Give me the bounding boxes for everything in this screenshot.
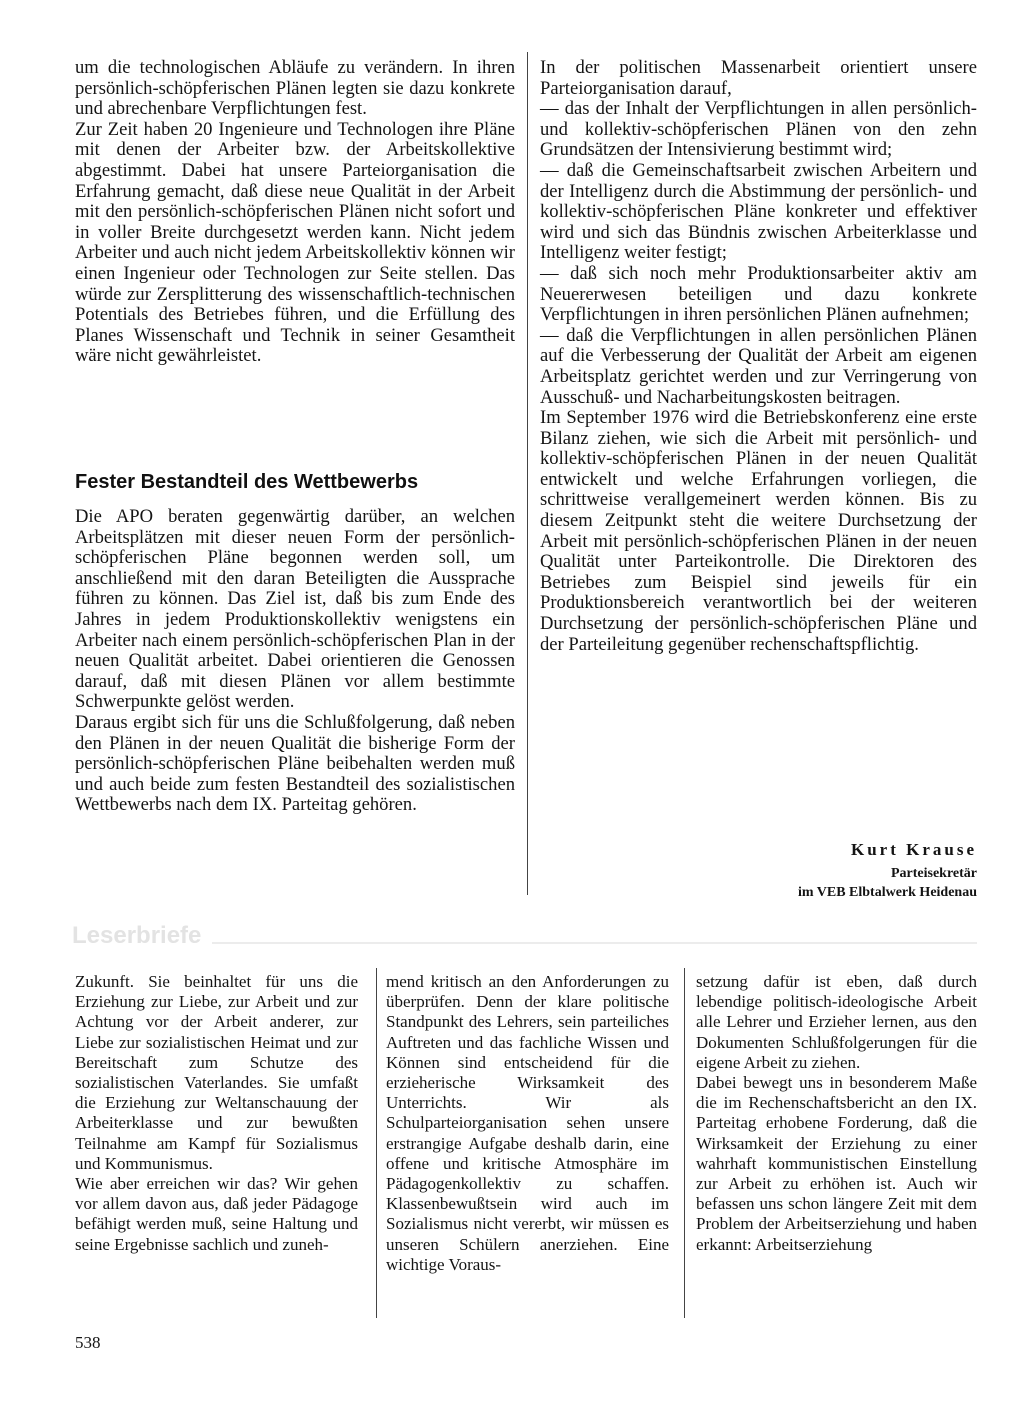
author-organization: im VEB Elbtalwerk Heidenau — [797, 885, 977, 900]
column-divider — [684, 968, 685, 1318]
paragraph: Daraus ergibt sich für uns die Schlußfolgerung, daß neben den Plänen in der neuen Qualität die bisherige Form der persönlich-schöpferischen Pläne beibehalten werden muß und auch beide zum festen Bestandteil des sozialistischen Wettbewerbs nach dem IX. Parteitag gehören. — [75, 711, 515, 816]
paragraph: setzung dafür ist eben, daß durch lebendige politisch-ideologische Arbeit alle Lehrer und Erzieher lernen, aus den Dokumenten Schlußfolgerungen für die eigene Arbeit zu ziehen. — [696, 972, 977, 1072]
article-column-right — [540, 58, 977, 655]
paragraph: In der politischen Massenarbeit orientiert unsere Parteiorganisation darauf, — [540, 57, 977, 99]
paragraph: Die APO beraten gegenwärtig darüber, an welchen Arbeitsplätzen mit dieser neuen Form der persönlich-schöpferischen Pläne begonnen werden soll, um anschließend mit den daran Beteiligten die Aussprache führen zu können. Das Ziel ist, daß bis zum Ende des Jahres in jedem Produktionskollektiv wenigstens ein Arbeiter nach einem persönlich-schöpferischen Plan in der neuen Qualität arbeitet. Dabei orientieren die Genossen darauf, daß mit diesen Plänen vor allem bestimmte Schwerpunkte gelöst werden. — [75, 506, 515, 713]
list-item: — daß die Gemeinschaftsarbeit zwischen Arbeitern und der Intelligenz durch die Abstimmung der persönlich- und kollektiv-schöpferischen Pläne konkreter und effektiver wird und sich das Bündnis zwischen Arbeiterklasse und Intelligenz weiter festigt; — [540, 159, 977, 264]
letters-column-1 — [75, 972, 358, 1255]
section-title: Leserbriefe — [72, 922, 202, 949]
page-number: 538 — [75, 1333, 101, 1352]
article-column-left-continued — [75, 507, 515, 816]
paragraph: Wie aber erreichen wir das? Wir gehen vor allem davon aus, daß jeder Pädagoge befähigt werden muß, seine Haltung und seine Ergebnisse sachlich und zuneh- — [75, 1174, 358, 1254]
article-column-left — [75, 58, 515, 367]
section-rule — [212, 942, 977, 944]
section-heading: Fester Bestandteil des Wettbewerbs — [75, 471, 419, 493]
list-item: — daß sich noch mehr Produktionsarbeiter aktiv am Neuererwesen beteiligen und dazu konkrete Verpflichtungen in ihren persönlichen Plänen aufnehmen; — [540, 262, 977, 326]
paragraph: mend kritisch an den Anforderungen zu überprüfen. Denn der klare politische Standpunkt des Lehrers, sein parteiliches Auftreten und das fachliche Wissen und Können sind entscheidend für die erzieherische Wirksamkeit des Unterrichts. Wir als Schulparteiorganisation sehen unsere erstrangige Aufgabe deshalb darin, eine offene und kritische Atmosphäre im Pädagogenkollektiv zu schaffen. Klassenbewußtsein wird auch im Sozialismus nicht vererbt, wir müssen es unseren Schülern anerziehen. Eine wichtige Voraus- — [386, 972, 669, 1274]
column-divider — [376, 968, 377, 1318]
letters-column-2 — [386, 972, 669, 1275]
list-item: — daß die Verpflichtungen in allen persönlichen Plänen auf die Verbesserung der Qualität der Arbeit am eigenen Arbeitsplatz gerichtet werden und zur Verringerung von Ausschuß- und Nacharbeitungskosten beitragen. — [540, 324, 977, 408]
paragraph: Im September 1976 wird die Betriebskonferenz eine erste Bilanz ziehen, wie sich die Arbeit mit persönlich- und kollektiv-schöpferischen Plänen in der neuen Qualität entwickelt und welche Erfahrungen vorliegen, die schrittweise verallgemeinert werden können. Bis zu diesem Zeitpunkt steht die weitere Durchsetzung der Arbeit mit persönlich-schöpferischen Plänen in der neuen Qualität unter Parteikontrolle. Die Direktoren des Betriebes zum Beispiel sind jeweils für ein Produktionsbereich verantwortlich bei der weiteren Durchsetzung der persönlich-schöpferischen Pläne und der Parteileitung gegenüber rechenschaftspflichtig. — [540, 407, 977, 655]
paragraph: um die technologischen Abläufe zu verändern. In ihren persönlich-schöpferischen Plänen legten sie dazu konkrete und abrechenbare Verpflichtungen fest. — [75, 57, 515, 120]
list-item: — das der Inhalt der Verpflichtungen in allen persönlich- und kollektiv-schöpferischen Plänen von den zehn Grundsätzen der Intensivierung bestimmt wird; — [540, 98, 977, 161]
letters-column-3 — [696, 972, 977, 1255]
author-name: Kurt Krause — [850, 840, 977, 859]
paragraph: Dabei bewegt uns in besonderem Maße die im Rechenschaftsbericht an den IX. Parteitag erhobene Forderung, daß die Wirksamkeit der Erziehung zu einer wahrhaft kommunistischen Einstellung zur Arbeit zu erhöhen ist. Auch wir befassen uns schon längere Zeit mit dem Problem der Arbeitserziehung und haben erkannt: Arbeitserziehung — [696, 1073, 977, 1254]
column-divider — [527, 52, 528, 895]
paragraph: Zur Zeit haben 20 Ingenieure und Technologen ihre Pläne mit denen der Arbeiter bzw. der Arbeitskollektive abgestimmt. Dabei hat unsere Parteiorganisation die Erfahrung gemacht, daß diese neue Qualität in der Arbeit mit den persönlich-schöpferischen Plänen nicht sofort und in voller Breite durchgesetzt werden kann. Nicht jedem Arbeiter und auch nicht jedem Arbeitskollektiv können wir einen Ingenieur oder Technologen zur Seite stellen. Das würde zur Zersplitterung des wissenschaftlich-technischen Potentials des Betriebes führen, und die Erfüllung des Planes Wissenschaft und Technik in seiner Gesamtheit wäre nicht gewährleistet. — [75, 118, 515, 367]
paragraph: Zukunft. Sie beinhaltet für uns die Erziehung zur Liebe, zur Arbeit und zur Achtung vor der Arbeit anderer, zur Liebe zur sozialistischen Heimat und zur Bereitschaft zum Schutze des sozialistischen Vaterlandes. Sie umfaßt die Erziehung zur Weltanschauung der Arbeiterklasse und zur bewußten Teilnahme am Kampf für Sozialismus und Kommunismus. — [75, 972, 358, 1173]
section-band — [72, 922, 977, 952]
author-role: Parteisekretär — [890, 866, 977, 881]
